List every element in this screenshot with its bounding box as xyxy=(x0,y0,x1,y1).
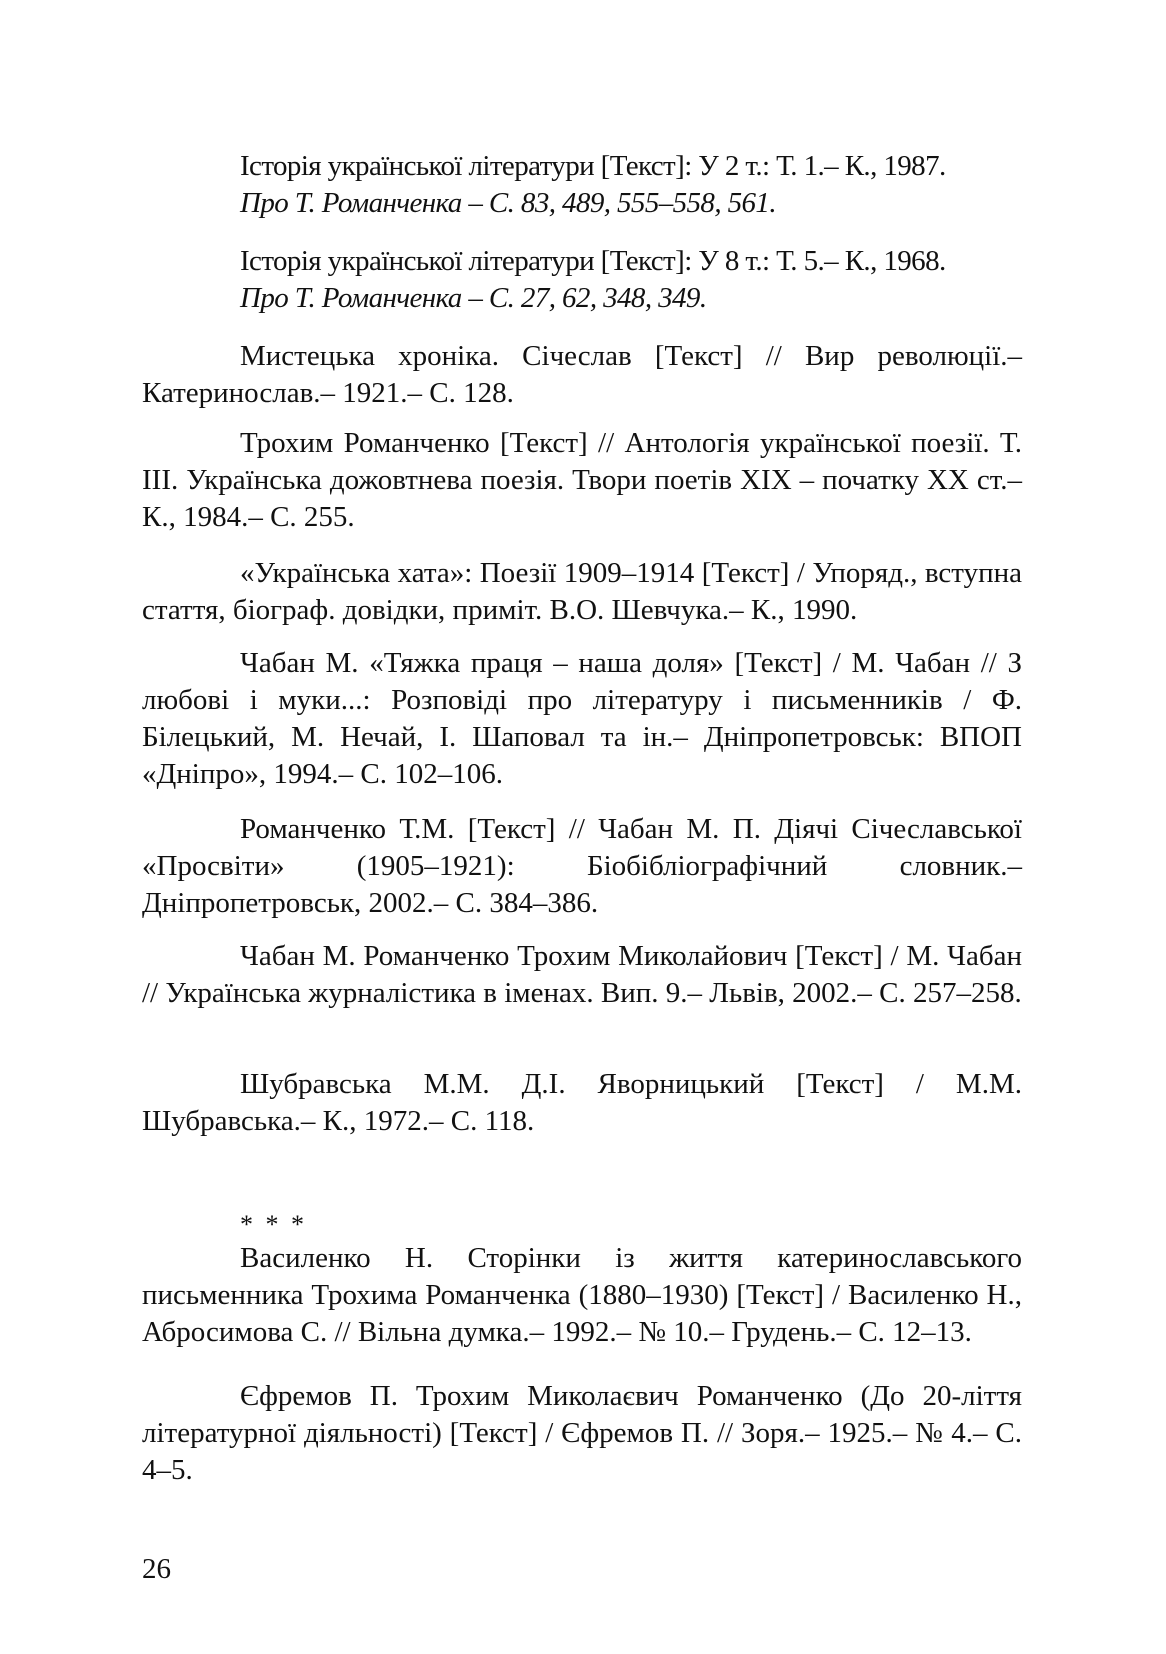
entry-main-text: Чабан М. «Тяжка праця – наша доля» [Текст] / М. Чабан // З любові і муки...: Розповіді про літературу і письменників / Ф. Білецький, М. Нечай, І. Шаповал та ін.– Дніпропетровськ: ВПОП «Дніпро», 1994.– С. 102–106. xyxy=(142,647,1022,790)
bibliography-entry xyxy=(142,938,1022,1012)
entry-note: Про Т. Романченка – С. 27, 62, 348, 349. xyxy=(240,282,707,314)
bibliography-entry xyxy=(142,811,1022,922)
entry-main-text: Василенко Н. Сторінки із життя катеринославського письменника Трохима Романченка (1880–1930) [Текст] / Василенко Н., Абросимова С. // Вільна думка.– 1992.– № 10.– Грудень.– С. 12–13. xyxy=(142,1242,1022,1348)
entry-main-text: Шубравська М.М. Д.І. Яворницький [Текст] / М.М. Шубравська.– К., 1972.– С. 118. xyxy=(142,1068,1022,1137)
entry-main-text: «Українська хата»: Поезії 1909–1914 [Текст] / Упоряд., вступна стаття, біограф. довідки, приміт. В.О. Шевчука.– К., 1990. xyxy=(142,557,1022,626)
page-number: 26 xyxy=(142,1553,171,1585)
entry-note: Про Т. Романченка – С. 83, 489, 555–558, 561. xyxy=(240,187,776,219)
entry-main-text: Мистецька хроніка. Січеслав [Текст] // Вир революції.– Катеринослав.– 1921.– С. 128. xyxy=(142,340,1022,409)
entry-main-text: Романченко Т.М. [Текст] // Чабан М. П. Діячі Січеславської «Просвіти» (1905–1921): Біобібліографічний словник.– Дніпропетровськ, 2002.– С. 384–386. xyxy=(142,813,1022,919)
bibliography-entry xyxy=(142,645,1022,793)
bibliography-entry xyxy=(142,243,1022,317)
bibliography-entry xyxy=(142,338,1022,412)
section-separator: * * * xyxy=(240,1210,307,1239)
entry-main-text: Чабан М. Романченко Трохим Миколайович [Текст] / М. Чабан // Українська журналістика в іменах. Вип. 9.– Львів, 2002.– С. 257–258. xyxy=(142,940,1022,1009)
bibliography-entry xyxy=(142,1066,1022,1140)
entry-main-text: Історія української літератури [Текст]: У 8 т.: Т. 5.– К., 1968. xyxy=(240,245,946,277)
bibliography-entry xyxy=(142,1240,1022,1351)
bibliography-entry xyxy=(142,555,1022,629)
entry-main-text: Історія української літератури [Текст]: У 2 т.: Т. 1.– К., 1987. xyxy=(240,150,946,182)
bibliography-entry xyxy=(142,425,1022,536)
entry-main-text: Єфремов П. Трохим Миколаєвич Романченко (До 20-ліття літературної діяльності) [Текст] / Єфремов П. // Зоря.– 1925.– № 4.– С. 4–5. xyxy=(142,1380,1022,1486)
entry-main-text: Трохим Романченко [Текст] // Антологія української поезії. Т. III. Українська дожовтнева поезія. Твори поетів XIX – початку XX ст.– К., 1984.– С. 255. xyxy=(142,427,1022,533)
bibliography-entry xyxy=(142,1378,1022,1489)
bibliography-entry xyxy=(142,148,1022,222)
